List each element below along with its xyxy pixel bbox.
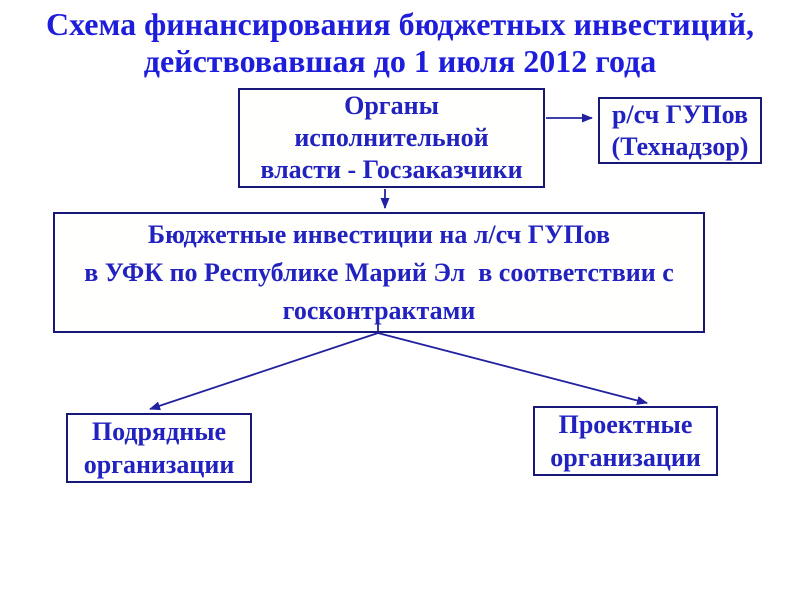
box-gov-customers-line-1: Органы xyxy=(344,91,439,120)
box-budget-investments-line-3: госконтрактами xyxy=(282,295,476,325)
box-gup-account-line-1: р/сч ГУПов xyxy=(611,99,749,129)
box-gov-customers xyxy=(238,88,545,188)
box-budget-investments-line-2: в УФК по Республике Марий Эл в соответствии с xyxy=(84,257,674,287)
box-budget-investments xyxy=(53,212,705,333)
box-design-orgs xyxy=(533,406,718,476)
box-contractors-line-2: организации xyxy=(83,450,235,479)
box-design-orgs-line-2: организации xyxy=(550,443,701,472)
arrow-investments-to-contractors xyxy=(150,333,378,409)
box-budget-investments-line-1: Бюджетные инвестиции на л/сч ГУПов xyxy=(147,219,611,249)
box-gov-customers-line-2: исполнительной xyxy=(294,123,489,152)
box-gup-account xyxy=(598,97,762,164)
box-design-orgs-line-1: Проектные xyxy=(558,410,693,439)
arrow-investments-to-design-orgs xyxy=(378,333,647,403)
box-gup-account-line-2: (Технадзор) xyxy=(611,131,749,161)
box-contractors-line-1: Подрядные xyxy=(91,417,227,446)
slide-title-line-1: Схема финансирования бюджетных инвестиций, xyxy=(45,6,754,42)
box-gov-customers-line-3: власти - Госзаказчики xyxy=(260,155,523,184)
slide-title-line-2: действовавшая до 1 июля 2012 года xyxy=(143,43,657,79)
box-contractors xyxy=(66,413,252,483)
slide-title xyxy=(0,6,800,80)
